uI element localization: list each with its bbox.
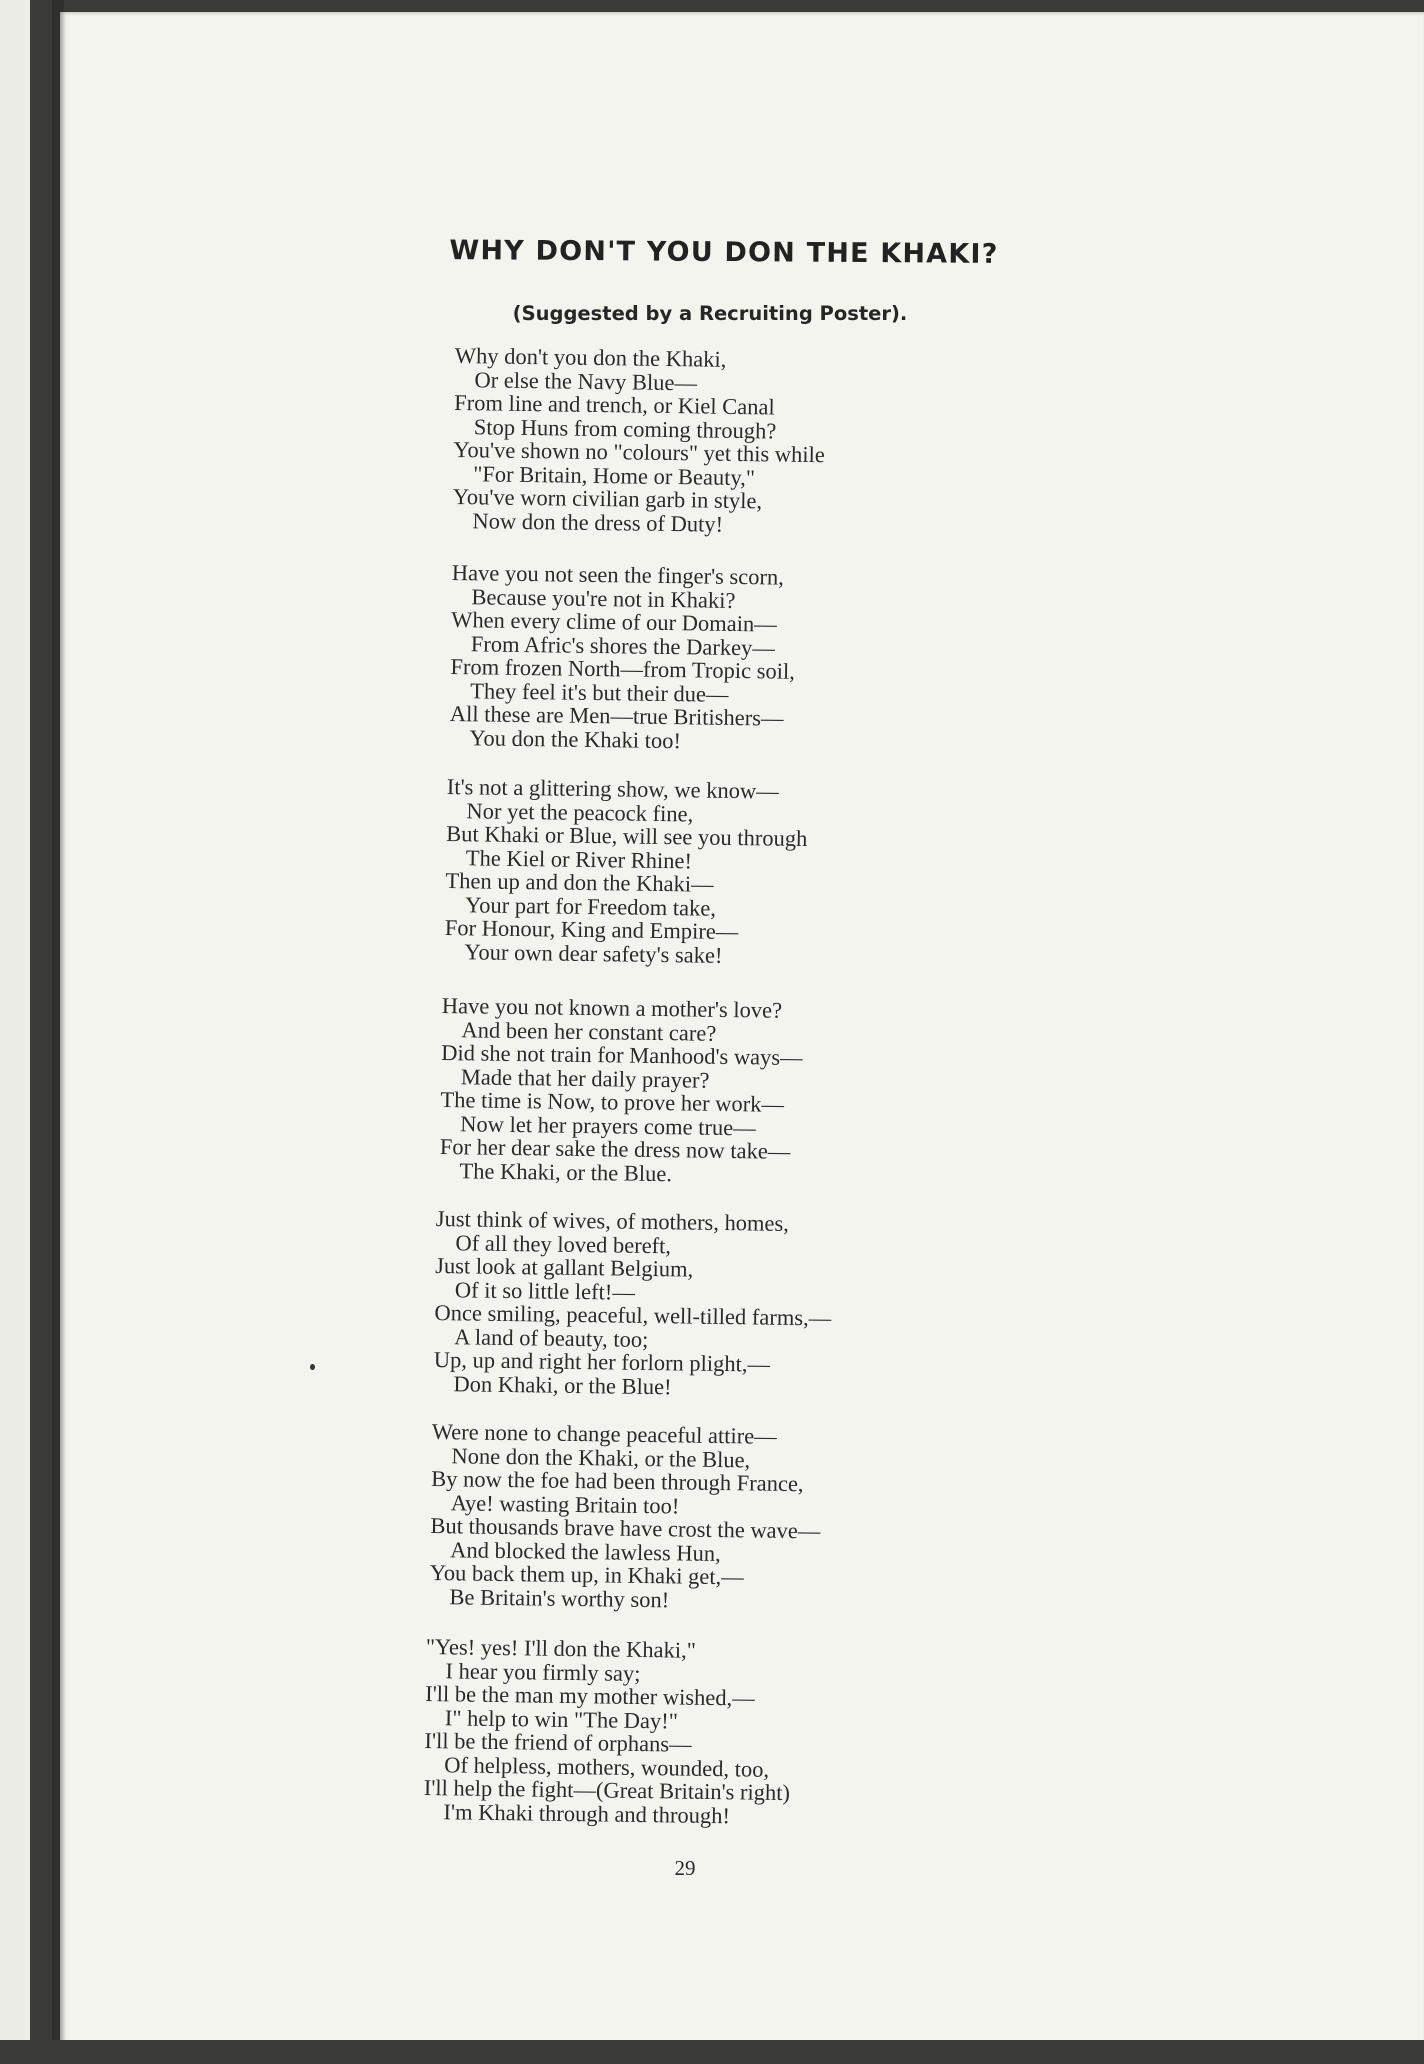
poem-line: Were none to change peaceful attire— bbox=[431, 1419, 777, 1449]
poem-line: Your own dear safety's sake! bbox=[464, 938, 723, 968]
stanza-7 bbox=[423, 1635, 792, 1828]
stanza-1 bbox=[452, 344, 826, 537]
poem-line: They feel it's but their due— bbox=[470, 677, 729, 707]
poem-line: You've worn civilian garb in style, bbox=[452, 483, 763, 514]
poem-line: Up, up and right her forlorn plight,— bbox=[433, 1346, 771, 1377]
stanza-3 bbox=[444, 775, 808, 968]
poem-line: Or else the Navy Blue— bbox=[474, 366, 698, 395]
poem-line: Of it so little left!— bbox=[454, 1276, 635, 1305]
stanza-4 bbox=[439, 994, 803, 1187]
poem-line: "Yes! yes! I'll don the Khaki," bbox=[425, 1634, 697, 1663]
poem-line: I" help to win "The Day!" bbox=[444, 1704, 679, 1734]
poem-line: Now don the dress of Duty! bbox=[472, 507, 724, 537]
poem-line: And been her constant care? bbox=[461, 1016, 717, 1046]
poem-line: Now let her prayers come true— bbox=[460, 1110, 756, 1140]
poem-line: From line and trench, or Kiel Canal bbox=[454, 389, 775, 420]
stanza-2 bbox=[449, 561, 796, 754]
poem-line: Don Khaki, or the Blue! bbox=[453, 1370, 672, 1399]
poem-line: The time is Now, to prove her work— bbox=[440, 1086, 785, 1117]
poem-line: All these are Men—true Britishers— bbox=[449, 700, 784, 731]
poem-line: You don the Khaki too! bbox=[469, 724, 682, 753]
poem-line: Stop Huns from coming through? bbox=[473, 413, 777, 443]
poem-line: Aye! wasting Britain too! bbox=[450, 1489, 680, 1518]
poem-line: From frozen North—from Tropic soil, bbox=[450, 653, 796, 684]
poem-line: Nor yet the peacock fine, bbox=[466, 797, 694, 826]
poem-line: Made that her daily prayer? bbox=[460, 1063, 710, 1093]
scan-bottom-border bbox=[0, 2040, 1424, 2064]
poem-line: None don the Khaki, or the Blue, bbox=[451, 1442, 751, 1472]
poem-line: For Honour, King and Empire— bbox=[444, 914, 739, 945]
poem-line: I'll help the fight—(Great Britain's right) bbox=[423, 1774, 791, 1806]
poem-line: It's not a glittering show, we know— bbox=[446, 774, 779, 804]
poem-line: I'll be the man my mother wished,— bbox=[425, 1680, 755, 1711]
poem-line: You back them up, in Khaki get,— bbox=[429, 1559, 744, 1590]
stanza-5 bbox=[433, 1207, 832, 1401]
poem-line: For her dear sake the dress now take— bbox=[439, 1133, 791, 1164]
poem-line: From Afric's shores the Darkey— bbox=[470, 630, 775, 661]
poem-line: But Khaki or Blue, will see you through bbox=[446, 820, 808, 852]
poem-line: "For Britain, Home or Beauty," bbox=[473, 460, 756, 490]
poem-line: Did she not train for Manhood's ways— bbox=[441, 1039, 803, 1071]
poem-line: Your part for Freedom take, bbox=[465, 891, 717, 921]
poem-line: When every clime of our Domain— bbox=[451, 606, 777, 637]
poem-subtitle: (Suggested by a Recruiting Poster). bbox=[512, 302, 908, 325]
poem-line: I'm Khaki through and through! bbox=[443, 1798, 731, 1828]
poem-line: Because you're not in Khaki? bbox=[471, 583, 736, 613]
stanza-6 bbox=[429, 1420, 821, 1613]
poem-line: Then up and don the Khaki— bbox=[445, 867, 714, 897]
poem-line: Just think of wives, of mothers, homes, bbox=[435, 1206, 790, 1236]
poem-line: Why don't you don the Khaki, bbox=[454, 343, 727, 372]
poem-line: Be Britain's worthy son! bbox=[449, 1583, 670, 1612]
poem-line: Of all they loved bereft, bbox=[455, 1229, 672, 1258]
poem-line: The Kiel or River Rhine! bbox=[465, 844, 693, 873]
poem-line: A land of beauty, too; bbox=[454, 1323, 649, 1352]
poem-line: The Khaki, or the Blue. bbox=[459, 1157, 673, 1186]
poem-line: I hear you firmly say; bbox=[445, 1657, 641, 1686]
poem-title: WHY DON'T YOU DON THE KHAKI? bbox=[449, 235, 999, 270]
poem-line: By now the foe had been through France, bbox=[431, 1465, 804, 1497]
ink-speck bbox=[310, 1364, 315, 1370]
poem-line: Of helpless, mothers, wounded, too, bbox=[444, 1751, 770, 1782]
poem-line: Just look at gallant Belgium, bbox=[435, 1252, 694, 1282]
adjacent-page-strip bbox=[0, 0, 30, 2064]
poem-line: Have you not seen the finger's scorn, bbox=[451, 560, 785, 590]
poem-line: I'll be the friend of orphans— bbox=[424, 1727, 692, 1757]
poem-line: Once smiling, peaceful, well-tilled farms,— bbox=[434, 1299, 832, 1331]
poem-line: Have you not known a mother's love? bbox=[441, 993, 783, 1023]
page-number: 29 bbox=[674, 1856, 696, 1880]
poem-line: You've shown no "colours" yet this while bbox=[453, 436, 826, 468]
poem-line: And blocked the lawless Hun, bbox=[450, 1536, 721, 1566]
poem-line: But thousands brave have crost the wave— bbox=[430, 1512, 821, 1544]
